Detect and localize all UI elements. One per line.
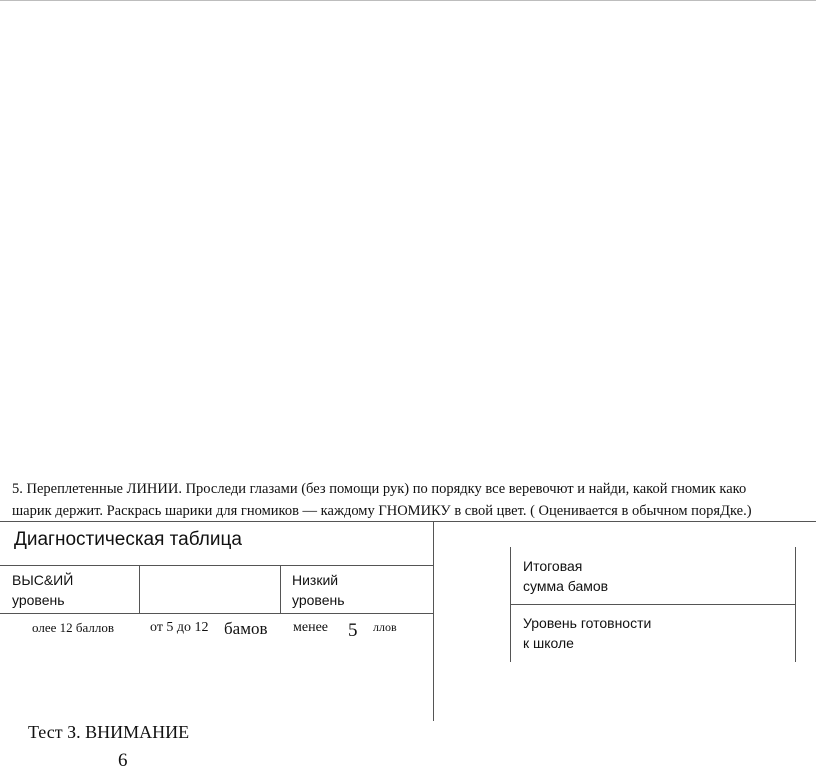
- readiness-level-label-line-2: к школе: [523, 635, 574, 651]
- total-score-label-line-1: Итоговая: [523, 558, 583, 574]
- low-level-header-line-1: Низкий: [292, 572, 339, 588]
- total-score-label: [523, 556, 608, 596]
- task-description: [12, 478, 816, 522]
- page-number: 6: [118, 750, 128, 771]
- low-score-prefix: менее: [293, 620, 328, 635]
- top-border: [0, 0, 816, 1]
- task-line-1: 5. Переплетенные ЛИНИИ. Проследи глазами (без помощи рук) по порядку все веревочют и найди, какой гномик како: [12, 481, 747, 497]
- table-top-line: [0, 521, 816, 522]
- low-score-number: 5: [348, 620, 358, 641]
- table-right-divider: [433, 521, 434, 721]
- diagnostic-table-title: Диагностическая таблица: [14, 529, 242, 550]
- readiness-level-label: [523, 613, 651, 653]
- total-score-label-line-2: сумма бамов: [523, 578, 609, 594]
- mid-score-prefix: от 5 до 12: [150, 620, 209, 635]
- high-level-header-line-1: ВЫС&ИЙ: [12, 572, 74, 588]
- low-score-suffix: ллов: [373, 620, 397, 634]
- high-level-header: [12, 570, 73, 610]
- header-top-line: [0, 565, 433, 566]
- summary-middle-line: [510, 604, 796, 605]
- readiness-level-label-line-1: Уровень готовности: [523, 615, 652, 631]
- low-level-header: [292, 570, 345, 610]
- test-title: Тест З. ВНИМАНИЕ: [28, 722, 190, 742]
- header-divider-2: [280, 565, 281, 613]
- mid-score-suffix: бамов: [224, 619, 268, 638]
- high-score-cell: олее 12 баллов: [32, 620, 114, 635]
- low-level-header-line-2: уровень: [292, 592, 345, 608]
- header-divider-1: [139, 565, 140, 613]
- task-line-2: шарик держит. Раскрась шарики для гномиков — каждому ГНОМИКУ в свой цвет. ( Оценивается в обычном поряДке.): [12, 503, 752, 519]
- header-bottom-line: [0, 613, 433, 614]
- high-level-header-line-2: уровень: [12, 592, 65, 608]
